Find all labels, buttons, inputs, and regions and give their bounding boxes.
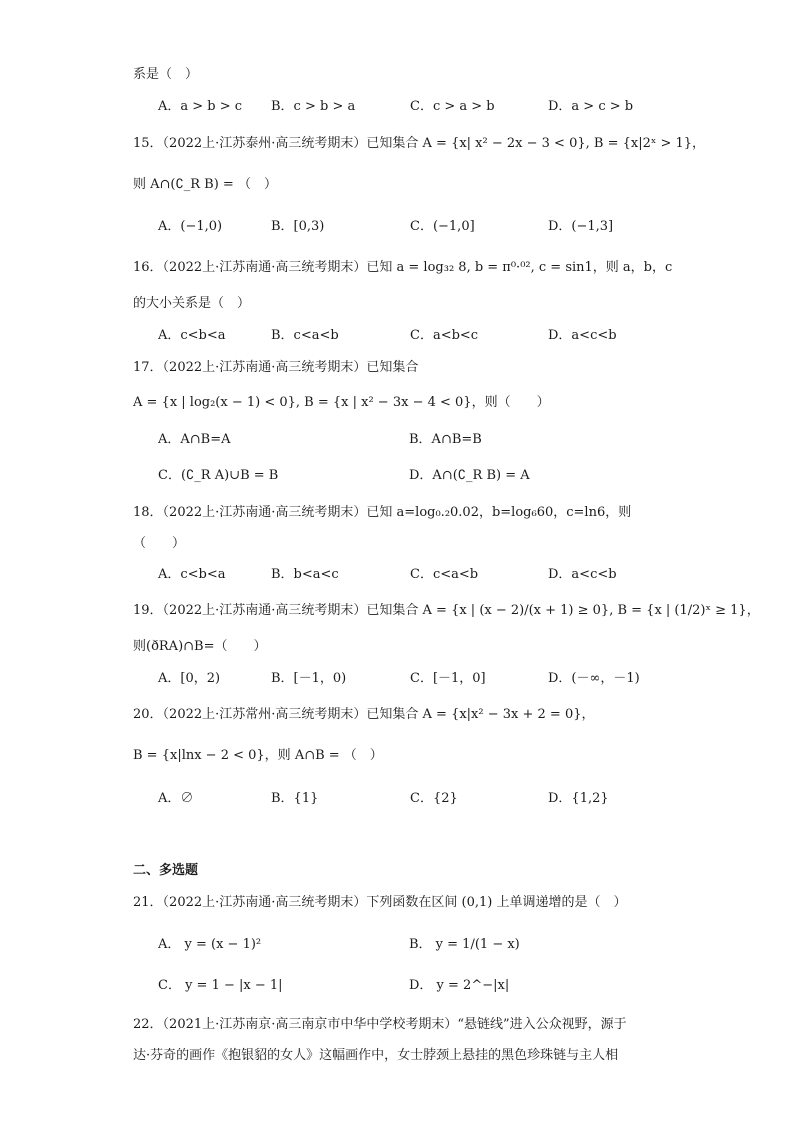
q18-option-b: B．b<a<c: [271, 567, 339, 582]
question-20-stem: 20．（2022上·江苏常州·高三统考期末）已知集合 A = {x|x² − 3x + 2 = 0}，: [133, 707, 595, 722]
q17-option-a: A．A∩B=A: [158, 432, 231, 447]
q15-option-d: D．(−1,3]: [548, 219, 614, 234]
q16-option-c: C．a<b<c: [410, 328, 479, 343]
question-19-stem: 19．（2022上·江苏南通·高三统考期末）已知集合 A = {x | (x − 2)/(x + 1) ≥ 0}, B = {x | (1/2)ˣ ≥ 1}，: [133, 603, 760, 618]
q15-option-a: A．(−1,0): [158, 219, 223, 234]
q20-option-a: A．∅: [158, 791, 194, 806]
question-18-stem-cont: （ ）: [133, 536, 186, 551]
q16-option-a: A．c<b<a: [158, 328, 226, 343]
q17-option-b: B．A∩B=B: [409, 432, 482, 447]
q19-option-b: B．[－1，0): [271, 671, 347, 686]
q14-option-c: C．c > a > b: [410, 99, 495, 114]
question-15-stem-cont: 则 A∩(∁_R B) = （ ）: [133, 177, 277, 192]
question-17-stem: 17．（2022上·江苏南通·高三统考期末）已知集合: [133, 360, 419, 375]
q18-option-d: D．a<c<b: [548, 567, 617, 582]
q14-option-d: D．a > c > b: [548, 99, 634, 114]
question-20-stem-cont: B = {x|lnx − 2 < 0}，则 A∩B = （ ）: [133, 748, 383, 763]
q20-option-d: D．{1,2}: [548, 791, 609, 806]
q18-option-a: A．c<b<a: [158, 567, 226, 582]
q17-option-d: D．A∩(∁_R B) = A: [409, 468, 530, 483]
q14-option-b: B．c > b > a: [271, 99, 356, 114]
question-17-stem-cont: A = {x | log₂(x − 1) < 0}, B = {x | x² − 3x − 4 < 0}，则（ ）: [133, 395, 550, 410]
question-22-stem: 22．（2021上·江苏南京·高三南京市中华中学校考期末）“悬链线”进入公众视野，源于: [133, 1017, 627, 1032]
question-16-stem: 16．（2022上·江苏南通·高三统考期末）已知 a = log₃₂ 8, b = π⁰·⁰², c = sin1，则 a，b，c: [133, 260, 673, 275]
section-title-multi-choice: 二、多选题: [133, 863, 199, 878]
q17-option-c: C．(∁_R A)∪B = B: [158, 468, 279, 483]
q15-option-b: B．[0,3): [271, 219, 325, 234]
q21-option-b: B． y = 1/(1 − x): [409, 937, 520, 952]
question-15-stem: 15．（2022上·江苏泰州·高三统考期末）已知集合 A = {x| x² − 2x − 3 < 0}, B = {x|2ˣ > 1}，: [133, 136, 706, 151]
question-18-stem: 18．（2022上·江苏南通·高三统考期末）已知 a=log₀.₂0.02，b=log₆60，c=ln6，则: [133, 505, 632, 520]
question-21-stem: 21．（2022上·江苏南通·高三统考期末）下列函数在区间 (0,1) 上单调递增的是（ ）: [133, 895, 627, 910]
q20-option-c: C．{2}: [410, 791, 458, 806]
q19-option-d: D．(－∞，－1): [548, 671, 640, 686]
q16-option-b: B．c<a<b: [271, 328, 339, 343]
q21-option-d: D． y = 2^−|x|: [409, 978, 510, 993]
q21-option-a: A． y = (x − 1)²: [158, 937, 262, 952]
q21-option-c: C． y = 1 − |x − 1|: [158, 978, 283, 993]
q16-option-d: D．a<c<b: [548, 328, 617, 343]
q20-option-b: B．{1}: [271, 791, 319, 806]
question-22-stem-cont: 达·芬奇的画作《抱银貂的女人》这幅画作中，女士脖颈上悬挂的黑色珍珠链与主人相: [133, 1048, 619, 1063]
q18-option-c: C．c<a<b: [410, 567, 479, 582]
q19-option-c: C．[－1，0]: [410, 671, 486, 686]
question-16-stem-cont: 的大小关系是（ ）: [133, 296, 251, 311]
question-19-stem-cont: 则(ðRA)∩B=（ ）: [133, 639, 267, 654]
question-14-tail: 系是（ ）: [133, 67, 199, 82]
q19-option-a: A．[0，2): [158, 671, 221, 686]
q15-option-c: C．(−1,0]: [410, 219, 475, 234]
q14-option-a: A．a > b > c: [158, 99, 243, 114]
